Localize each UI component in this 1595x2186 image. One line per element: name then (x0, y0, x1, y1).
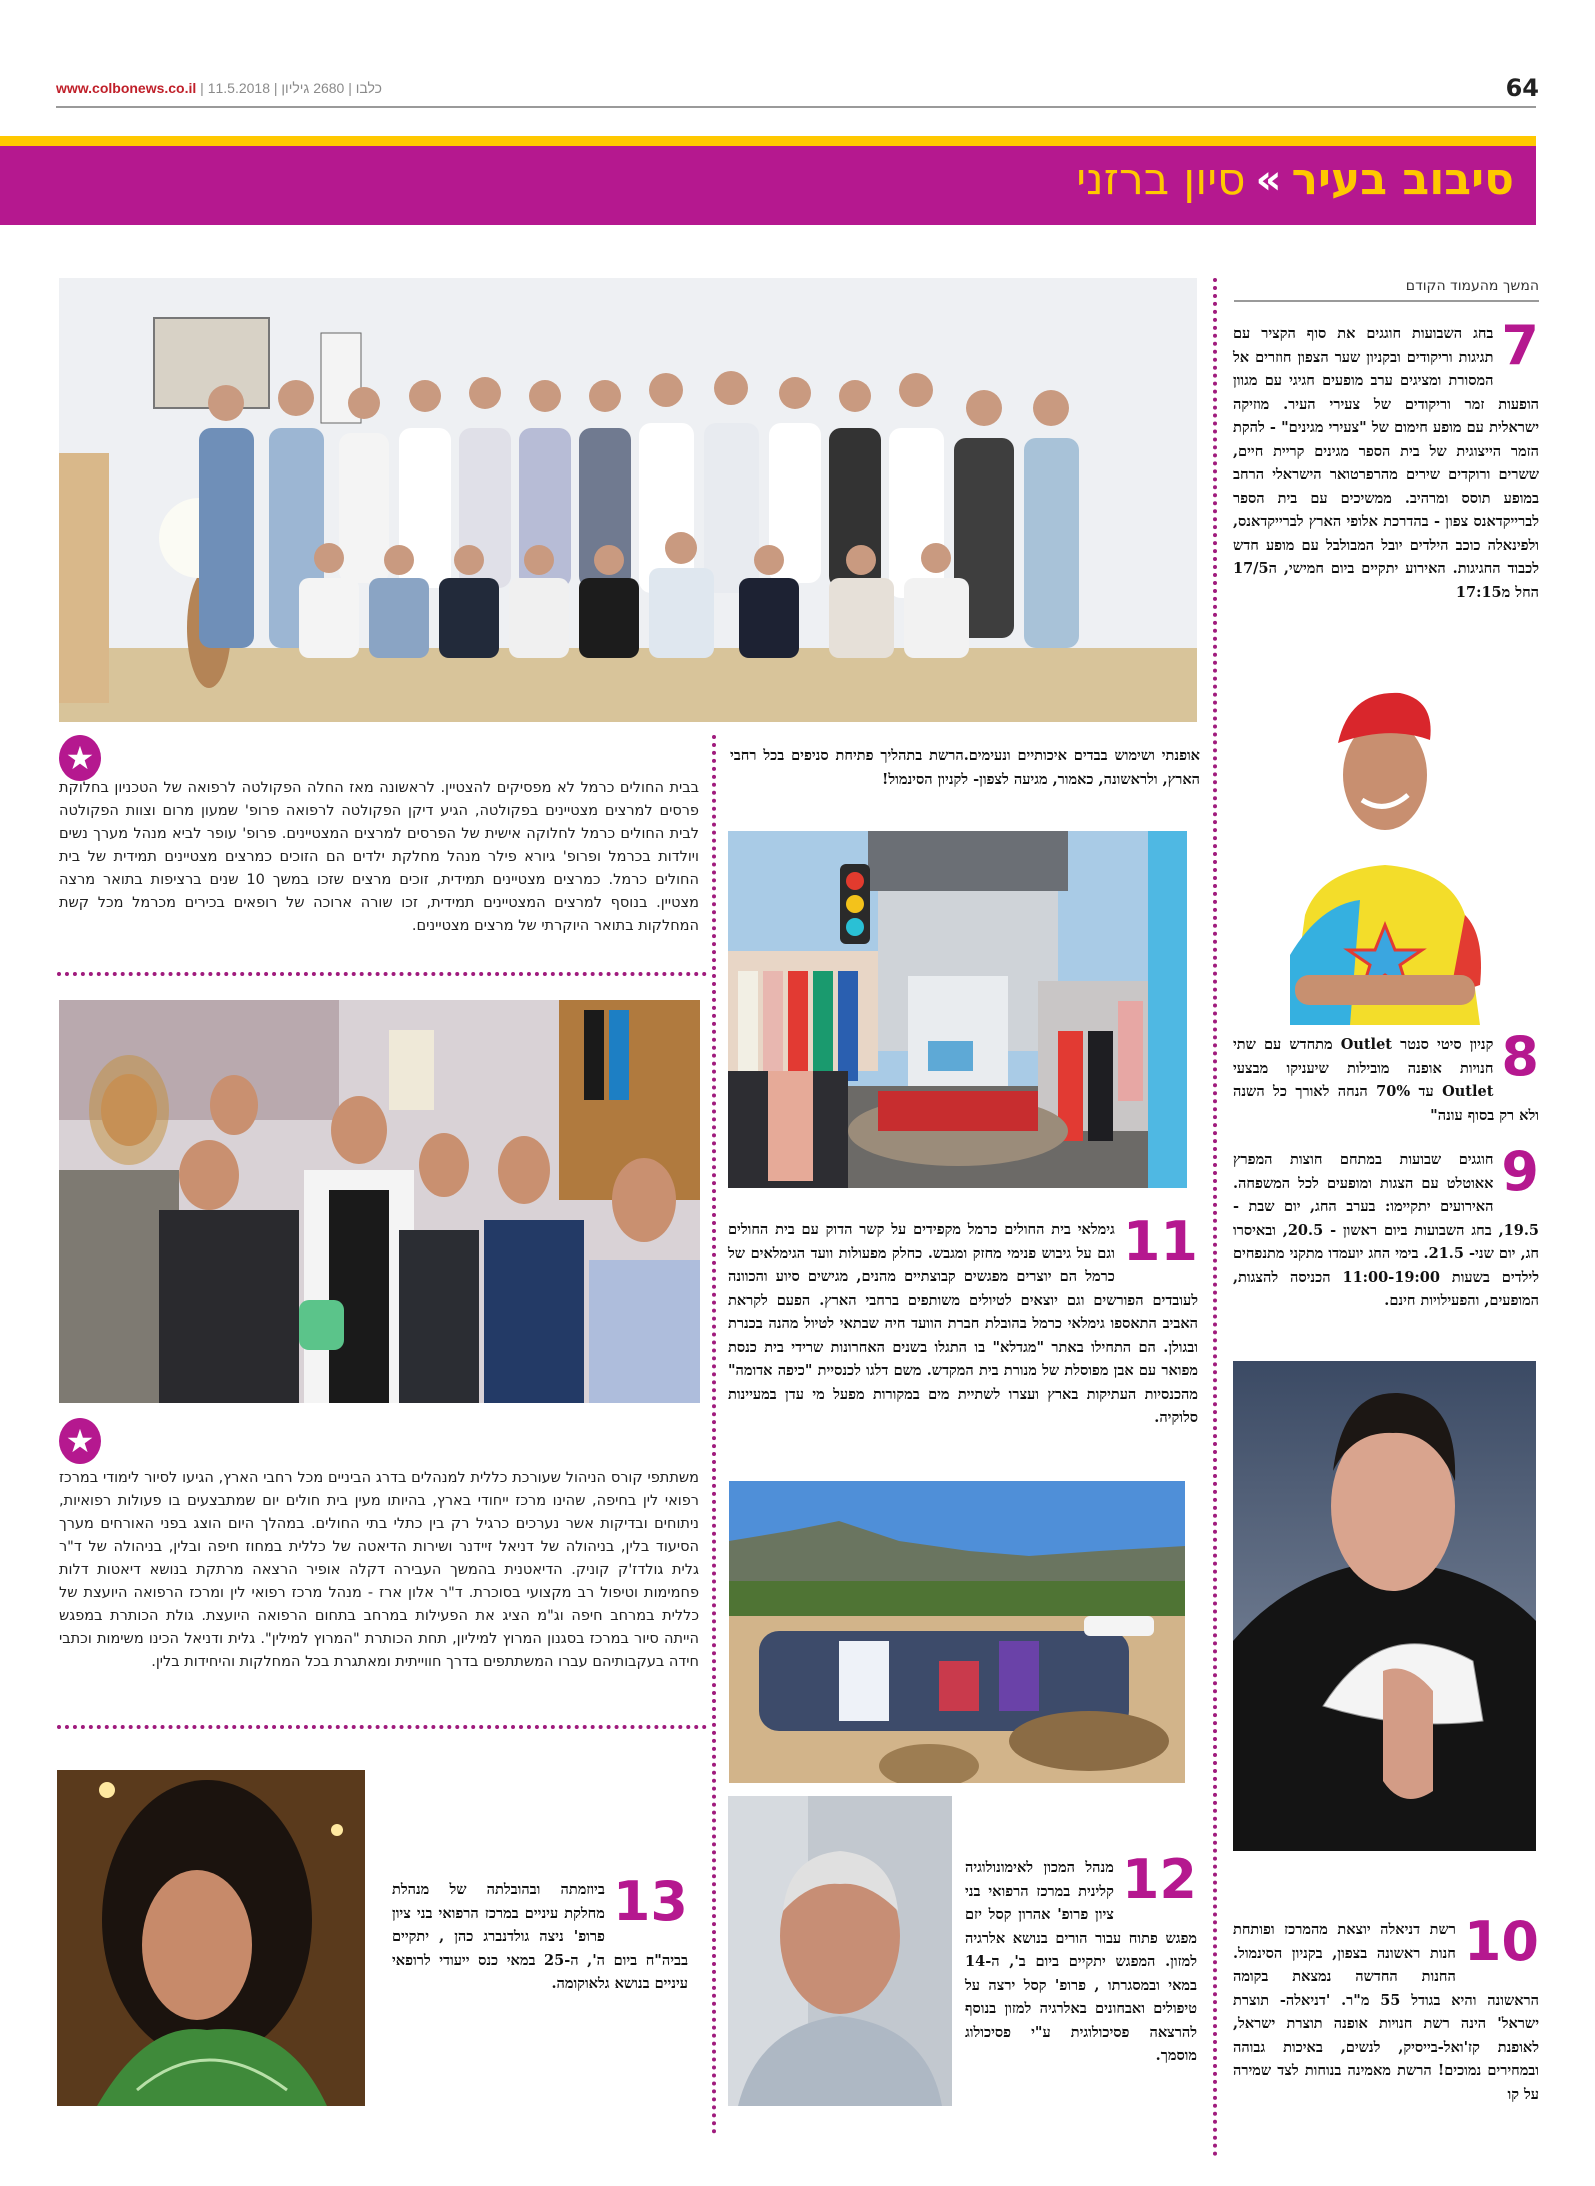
column-divider (1213, 278, 1217, 2158)
issue-info: | כלבו | 2680 גיליון | 11.5.2018 (196, 80, 382, 96)
item-number: 8 (1501, 1025, 1539, 1088)
item-text: בחג השבועות חוגגים את סוף הקציר עם תגיגות וריקודים ובקניון שער הצפון חוזרים אל המסורת ומציגים ערב מופעים חגיגי עם מגוון הופעות זמר וריקודים של צעירי העיר. מוזיקה ישראלית עם מופע חימום של "צעירי מגינים" - להקת הזמר הייצוגית של בית הספר מגינים קריית חיים, ששרים ורוקדים שירים מהרפרטואר הישראלי הרחב במופע תוסס ומרהיב. ממשיכים עם בית הספר לברייקדאנס צפון - בהדרכת אלופי הארץ לברייקדאנס, ולפינאלה כוכב הילדים יובל המבולבל עם מופע חדש לכבוד החגיגות. האירוע יתקיים ביום חמישי, ה17/5 החל מ17:15 (1233, 325, 1539, 601)
item-number: 7 (1501, 314, 1539, 377)
section-divider (57, 972, 707, 976)
continued-label: המשך מהעמוד הקודם (1234, 278, 1539, 302)
item-8 (1233, 1025, 1539, 1127)
item-10 (1233, 1910, 1540, 2106)
item-text: רשת דניאלה יוצאת מהמרכז ופותחת חנות ראשונה בצפון, בקניון הסינמול. החנות החדשה נמצאת בקומה הראשונה והיא בגודל 55 מ"ר. 'דניאלה- תוצרת ישראל' הינה רשת חנויות אופנה תוצרת ישראל, לאופנת קז'ואל-בייסיק, לנשים, באיכות גבוהה ובמחירים נמוכים! הרשת מאמינה בנוחות לצד שמירה על קו (1233, 1921, 1540, 2103)
section-banner (0, 146, 1536, 225)
item-text: חוגגים שבועות במתחם חוצות המפרץ אאוטלט עם הצגות ומופעים לכל המשפחה. האירועים יתקיימו: בערב החג, יום שבת - 19.5, בחג השבועות ביום ראשון - 20.5, ובאיסרו חג, יום שני- 21.5. בימי החג יועמדו מתקני מתנפחים לילדים בשעות 11:00-19:00 הכניסה להצגות, המופעים, והפעילויות חינם. (1233, 1151, 1539, 1309)
item-number: 11 (1122, 1210, 1198, 1273)
item-text: גימלאי בית החולים כרמל מקפידים על קשר הדוק עם בית החולים וגם על גיבוש פנימי מחזק ומגבש. כחלק מפעולות וועד הגימלאים של כרמל הם יוצרים מפגשים קבוצתיים מהנים, מגישים סיוע והכוונה לעובדים הפורשים וגם יוצאים לטיולים משותפים ברחבי הארץ. הפעם לקראת האביב התאספו גימלאי כרמל בהובלת חברת הוועד חיה שבתאי לטיול מהנה בכנרת ובגולן. הם התחילו באתר "מגדלא" בו התגלו בשנים האחרונות שרידי בית כנסת מפואר עם אבן מפוסלת של מנורת בית המקדש. משם דלגו לכנסיית "כיפה אדומה" מהכנסיות העתיקות בארץ ועצרו לשתיית מים במקורות מפעל מי עדן במעיינות סלוקיה. (728, 1221, 1198, 1426)
magician-photo (1233, 1361, 1536, 1851)
star-story-1: בבית החולים כרמל לא מפסיקים להצטיין. לראשונה מאז החלה הפקולטה לרפואה של הטכניון בחלוקת פרסים למרצים מצטיינים בפקולטה, הגיע דיקן הפקולטה לרפואה פרופ' שמעון מרום וצוות הפקולטה לבית החולים כרמל לחלוקה אישית של הפרסים למרצים המצטיינים. פרופ' עופר לביא מנהל מערך נשים ויולדות בכרמל ופרופ' גיורא פילר מנהל מחלקת ילדים הם הזוכים כמרצים מצטיינים תמידית של בית החולים כרמל. כמרצים מצטיינים תמידית, זוכים מרצים שזכו במשך 10 שנים ברציפות בתואר מרצה מצטיין. בנוסף למרצים המצטיינים תמידית, זכו שורה ארוכה של רופאים בכירים מכרמל מכל קשת המחלקות בתואר היוקרתי של מרצים מצטיינים. (59, 780, 699, 934)
item-number: 13 (612, 1870, 688, 1933)
chevron-icon: » (1255, 156, 1282, 203)
man-portrait-photo (728, 1796, 952, 2106)
clothing-store-photo (728, 831, 1187, 1188)
item-number: 10 (1463, 1910, 1539, 1973)
woman-portrait-photo (57, 1770, 365, 2106)
site-url[interactable]: www.colbonews.co.il (56, 80, 197, 96)
header-meta (56, 80, 382, 96)
star-story-2: משתתפי קורס הניהול שעורכת כללית למנהלים בדרג הביניים מכל רחבי הארץ, הגיעו לסיור לימודי במרכז רפואי לין בחיפה, שהינו מרכז ייחודי בארץ, בהיותו מעין בית חולים יום שמתבצעים בו פעולות רפואיות, ניתוחים ובדיקות אשר נערכים כרגיל רק בין כתלי בתי החולים. במהלך היום הוצג בפני האורחים מערך הסיעוד בלין, בניהולה של דניאל זיידנר ושירות הדיאטה של כללית במחוז חיפה ובלין, בניהולה של ד"ר גלית גולדז'ק קוניק. הדיאטנית בהמשך העבירה דקלה אופיר הרצאה מרתקת בנושא דיאטות דלות פחמימות וטיפול רב מקצועי בסוכרת. ד"ר אלון ארז - מנהל מרכז רפואי לין ומרכז הרפואה היועצת של כללית במרחב חיפה וג"מ הציג את הפעילות במרחב בתחום הרפואה היועצת. גולת הכותרת במפגש הייתה סיור במרכז בסגנון המרוץ למיליון, תחת הכותרת "המרוץ למילין". גלית ודניאל הכינו משימות וכתבי חידה בעקבותיהם עברו המשתתפים בדרך חווייתית ומאתגרת בכל המחלקות והיחידות בלין. (59, 1470, 699, 1670)
item-text: קניון סיטי סנטר Outlet מתחדש עם שתי חנויות אופנה מובילות שיעניקו מבצעי Outlet עד 70% הנחה לאורך כל השנה ולא רק בסוף עונה" (1233, 1036, 1539, 1124)
group-ceremony-photo (59, 278, 1197, 722)
item-12 (965, 1848, 1197, 2068)
item-number: 9 (1501, 1140, 1539, 1203)
item-7 (1233, 314, 1539, 604)
item-11 (728, 1210, 1198, 1430)
item-9 (1233, 1140, 1539, 1313)
office-group-photo (59, 1000, 700, 1403)
item-13 (392, 1870, 688, 1996)
item-text: מנהל המכון לאימונולוגיה קלינית במרכז הרפואי בני ציון פרופ' אהרון קסל יזם מפגש פתוח עבור הורים בנושא אלרגיה למזון. המפגש יתקיים ביום ב', ה-14 במאי ובמסגרתו , פרופ' קסל ירצה על טיפולים ואבחונים באלרגיה למזון בנוסף להרצאה פסיכולוגית ע"י פסיכולוג מוסמך. (965, 1859, 1197, 2064)
banner-title (1076, 154, 1514, 205)
column-divider (712, 735, 716, 2135)
banner-stripe (0, 136, 1536, 146)
star-icon: ★ (59, 1418, 101, 1464)
item-number: 12 (1121, 1848, 1197, 1911)
author-name: סיון ברזני (1076, 154, 1246, 205)
shop-continuation-text: אופנתי ושימוש בבדים איכותיים ונעימים.הרשת בתהליך פתיחת סניפים בכל רחבי הארץ, ולראשונה, כאמור, מגיעה לצפון- לקניון הסינמול! (730, 747, 1200, 788)
clown-performer-photo (1250, 665, 1520, 1025)
section-name: סיבוב בעיר (1291, 154, 1514, 205)
star-icon: ★ (59, 735, 101, 781)
hiking-group-photo (729, 1481, 1185, 1783)
page-number: 64 (1505, 74, 1539, 102)
item-text: ביוזמתה ובהובלתה של מנהלת מחלקת עיניים במרכז הרפואי בני ציון פרופ' ניצה גולדנברג כהן , יתקיים בביה"ח ביום ה', ה-25 במאי כנס ייעודי לרופאי עיניים בנושא גלאוקומה. (392, 1881, 688, 1992)
header-rule (56, 106, 1536, 108)
section-divider (57, 1725, 707, 1729)
